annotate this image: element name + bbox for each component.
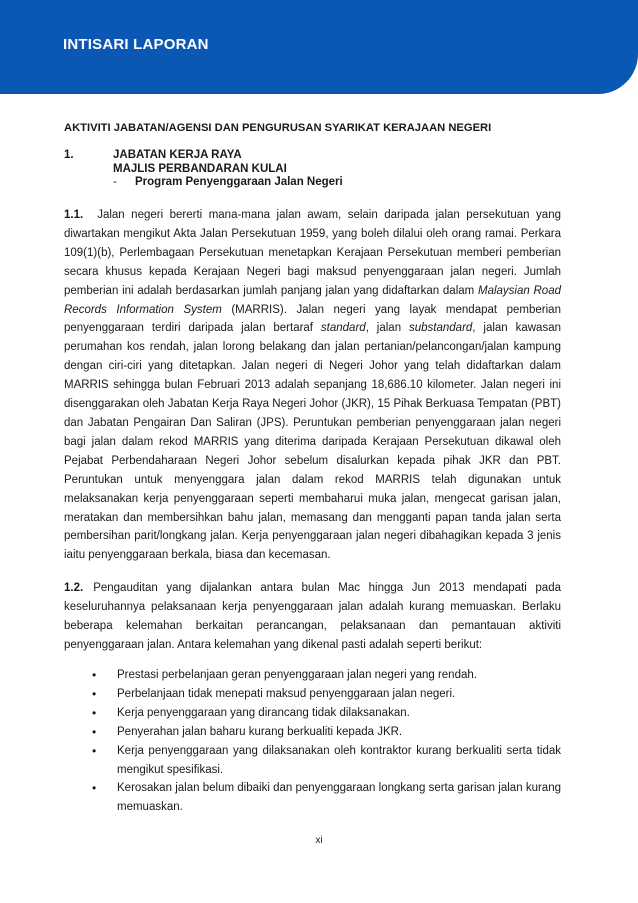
paragraph-text: , jalan kawasan perumahan kos rendah, jalan lorong belakang dan jalan pertanian/pelancongan/jalan kampung dengan ciri-ciri yang ditetapkan. Jalan negeri di Negeri Johor yang telah didaftarkan dalam MARRIS sehingga bulan Februari 2013 adalah sepanjang 18,686.10 kilometer. Jalan negeri ini disenggarakan oleh Jabatan Kerja Raya Negeri Johor (JKR), 15 Pihak Berkuasa Tempatan (PBT) dan Jabatan Pengairan Dan Saliran (JPS). Peruntukan pemberian penyenggaraan jalan negeri bagi jalan dalam rekod MARRIS yang diterima daripada Kerajaan Persekutuan dikawal oleh Pejabat Perbendaharaan Negeri Johor sebelum disalurkan kepada pihak JKR dan PBT. Peruntukan untuk menyenggara jalan dalam rekod MARRIS telah digunakan untuk melaksanakan kerja penyenggaraan seperti membaharui muka jalan, mengecat garisan jalan, meratakan dan membersihkan bahu jalan, memasang dan mengganti papan tanda jalan serta pembersihan parit/longkang jalan. Kerja penyenggaraan jalan negeri dibahagikan kepada 3 jenis iaitu penyenggaraan berkala, biasa dan kecemasan.: [64, 322, 561, 562]
list-item: [92, 685, 561, 704]
list-item-text: Kerosakan jalan belum dibaiki dan penyenggaraan longkang serta garisan jalan kurang memuaskan.: [117, 782, 561, 814]
list-item-text: Prestasi perbelanjaan geran penyenggaraan jalan negeri yang rendah.: [117, 669, 477, 681]
list-item: [92, 723, 561, 742]
list-item-text: Kerja penyenggaraan yang dirancang tidak dilaksanakan.: [117, 706, 410, 719]
page-number: xi: [315, 835, 323, 846]
council-heading: MAJLIS PERBANDARAN KULAI: [113, 163, 287, 175]
list-item: [92, 742, 561, 780]
program-label: Program Penyenggaraan Jalan Negeri: [135, 176, 343, 188]
bullet-icon: •: [92, 705, 97, 720]
section-title: AKTIVITI JABATAN/AGENSI DAN PENGURUSAN SYARIKAT KERAJAAN NEGERI: [64, 122, 492, 134]
paragraph-text: (MARRIS). Jalan negeri yang layak mendapat pemberian penyenggaraan terdiri daripada jalan bertaraf: [64, 303, 561, 335]
bullet-icon: •: [92, 686, 97, 701]
list-item-text: Perbelanjaan tidak menepati maksud penyenggaraan jalan negeri.: [117, 687, 456, 700]
list-item-text: Kerja penyenggaraan yang dilaksanakan oleh kontraktor kurang berkualiti serta tidak mengikut spesifikasi.: [117, 744, 561, 776]
list-item: [92, 704, 561, 723]
department-heading: JABATAN KERJA RAYA: [113, 149, 242, 161]
paragraph-text: , jalan: [365, 322, 409, 335]
findings-list: [64, 666, 561, 817]
bullet-icon: •: [92, 724, 97, 739]
header-banner: [0, 0, 638, 94]
bullet-icon: •: [92, 781, 97, 796]
paragraph-1-2: [64, 579, 561, 655]
paragraph-italic-text: substandard: [409, 322, 473, 335]
item-number: 1.: [64, 149, 74, 161]
paragraph-number: 1.2.: [64, 582, 84, 594]
paragraph-italic-text: Malaysian Road Records Information System: [64, 284, 561, 316]
paragraph-1-1: [64, 206, 561, 565]
bullet-icon: •: [92, 743, 97, 758]
banner-title: INTISARI LAPORAN: [63, 36, 209, 53]
list-item: [92, 666, 561, 685]
list-item-text: Penyerahan jalan baharu kurang berkualiti kepada JKR.: [117, 725, 403, 738]
dash-marker: -: [113, 176, 117, 188]
paragraph-text: Pengauditan yang dijalankan antara bulan Mac hingga Jun 2013 mendapati pada keseluruhannya pelaksanaan kerja penyenggaraan jalan adalah kurang memuaskan. Berlaku beberapa kelemahan berkaitan perancangan, pelaksanaan dan pemantauan aktiviti penyenggaraan jalan. Antara kelemahan yang dikenal pasti adalah seperti berikut:: [64, 582, 561, 651]
paragraph-italic-text: standard: [320, 322, 366, 335]
list-item: [92, 779, 561, 817]
paragraph-text: Jalan negeri bererti mana-mana jalan awam, selain daripada jalan persekutuan yang diwartakan mengikut Akta Jalan Persekutuan 1959, yang boleh dilalui oleh orang ramai. Perkara 109(1)(b), Perlembagaan Persekutuan menetapkan Kerajaan Persekutuan memberi pemberian secara khusus kepada Kerajaan Negeri bagi maksud penyenggaraan jalan negeri. Jumlah pemberian ini adalah berdasarkan jumlah panjang jalan yang didaftarkan dalam: [64, 209, 561, 297]
program-heading: [113, 176, 343, 188]
paragraph-number: 1.1.: [64, 209, 84, 221]
bullet-icon: •: [92, 668, 97, 682]
